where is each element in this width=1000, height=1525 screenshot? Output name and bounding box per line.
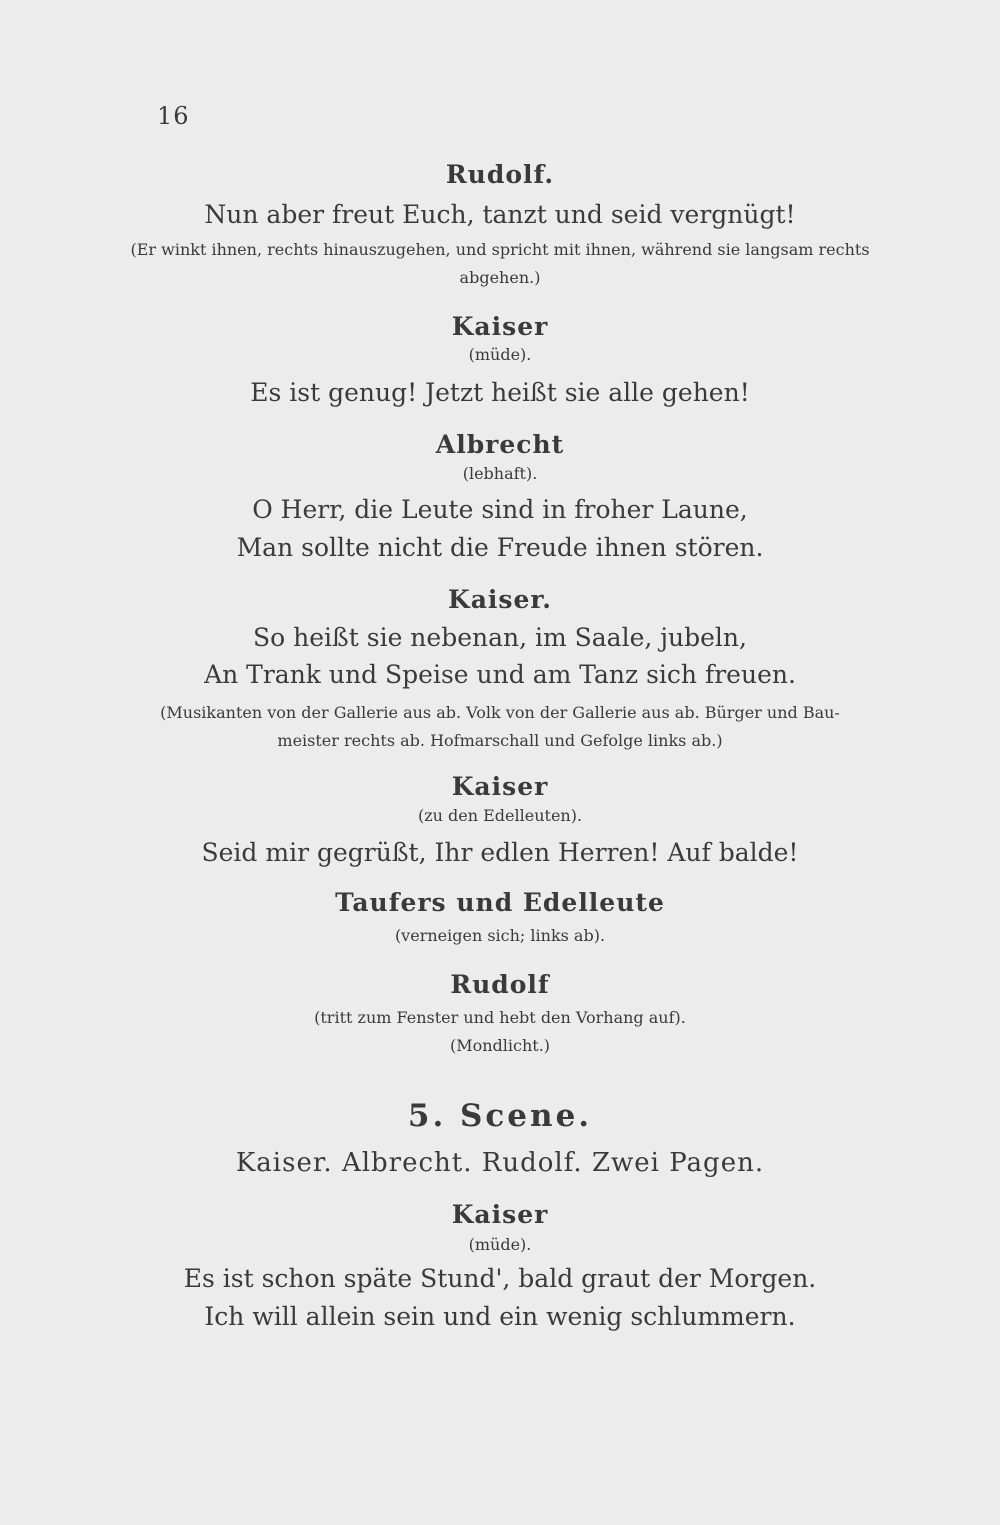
- stage-direction: (müde).: [468, 345, 532, 364]
- verse-line: An Trank und Speise und am Tanz sich freuen.: [204, 660, 796, 689]
- stage-direction: meister rechts ab. Hofmarschall und Gefolge links ab.): [277, 731, 723, 750]
- speaker-kaiser: Kaiser: [451, 772, 549, 801]
- verse-line: Nun aber freut Euch, tanzt und seid vergnügt!: [204, 200, 796, 229]
- speaker-taufers-edelleute: Taufers und Edelleute: [335, 888, 665, 917]
- verse-line: Seid mir gegrüßt, Ihr edlen Herren! Auf balde!: [201, 838, 799, 867]
- speaker-kaiser: Kaiser.: [448, 585, 552, 614]
- page-number: 16: [157, 102, 190, 130]
- scene-cast-list: Kaiser. Albrecht. Rudolf. Zwei Pagen.: [235, 1148, 765, 1178]
- stage-direction: (Mondlicht.): [449, 1036, 551, 1055]
- verse-line: O Herr, die Leute sind in froher Laune,: [252, 495, 748, 524]
- verse-line: So heißt sie nebenan, im Saale, jubeln,: [253, 623, 747, 652]
- stage-direction: (müde).: [468, 1235, 532, 1254]
- speaker-kaiser: Kaiser: [451, 312, 549, 341]
- speaker-albrecht: Albrecht: [435, 430, 565, 459]
- verse-line: Es ist schon späte Stund', bald graut der Morgen.: [183, 1264, 817, 1293]
- stage-direction: (tritt zum Fenster und hebt den Vorhang auf).: [314, 1008, 686, 1027]
- stage-direction: (lebhaft).: [462, 464, 538, 483]
- stage-direction: (zu den Edelleuten).: [417, 806, 583, 825]
- speaker-rudolf: Rudolf: [450, 970, 550, 999]
- verse-line: Man sollte nicht die Freude ihnen stören.: [236, 533, 764, 562]
- verse-line: Ich will allein sein und ein wenig schlummern.: [204, 1302, 796, 1331]
- stage-direction: (verneigen sich; links ab).: [394, 926, 606, 945]
- speaker-rudolf: Rudolf.: [445, 160, 555, 189]
- stage-direction: (Musikanten von der Gallerie aus ab. Volk von der Gallerie aus ab. Bürger und Bau-: [160, 703, 840, 722]
- speaker-kaiser: Kaiser: [451, 1200, 549, 1229]
- stage-direction: (Er winkt ihnen, rechts hinauszugehen, und spricht mit ihnen, während sie langsam rechts: [130, 240, 870, 259]
- stage-direction: abgehen.): [459, 268, 541, 287]
- verse-line: Es ist genug! Jetzt heißt sie alle gehen!: [250, 378, 750, 407]
- scene-heading: 5. Scene.: [407, 1098, 593, 1134]
